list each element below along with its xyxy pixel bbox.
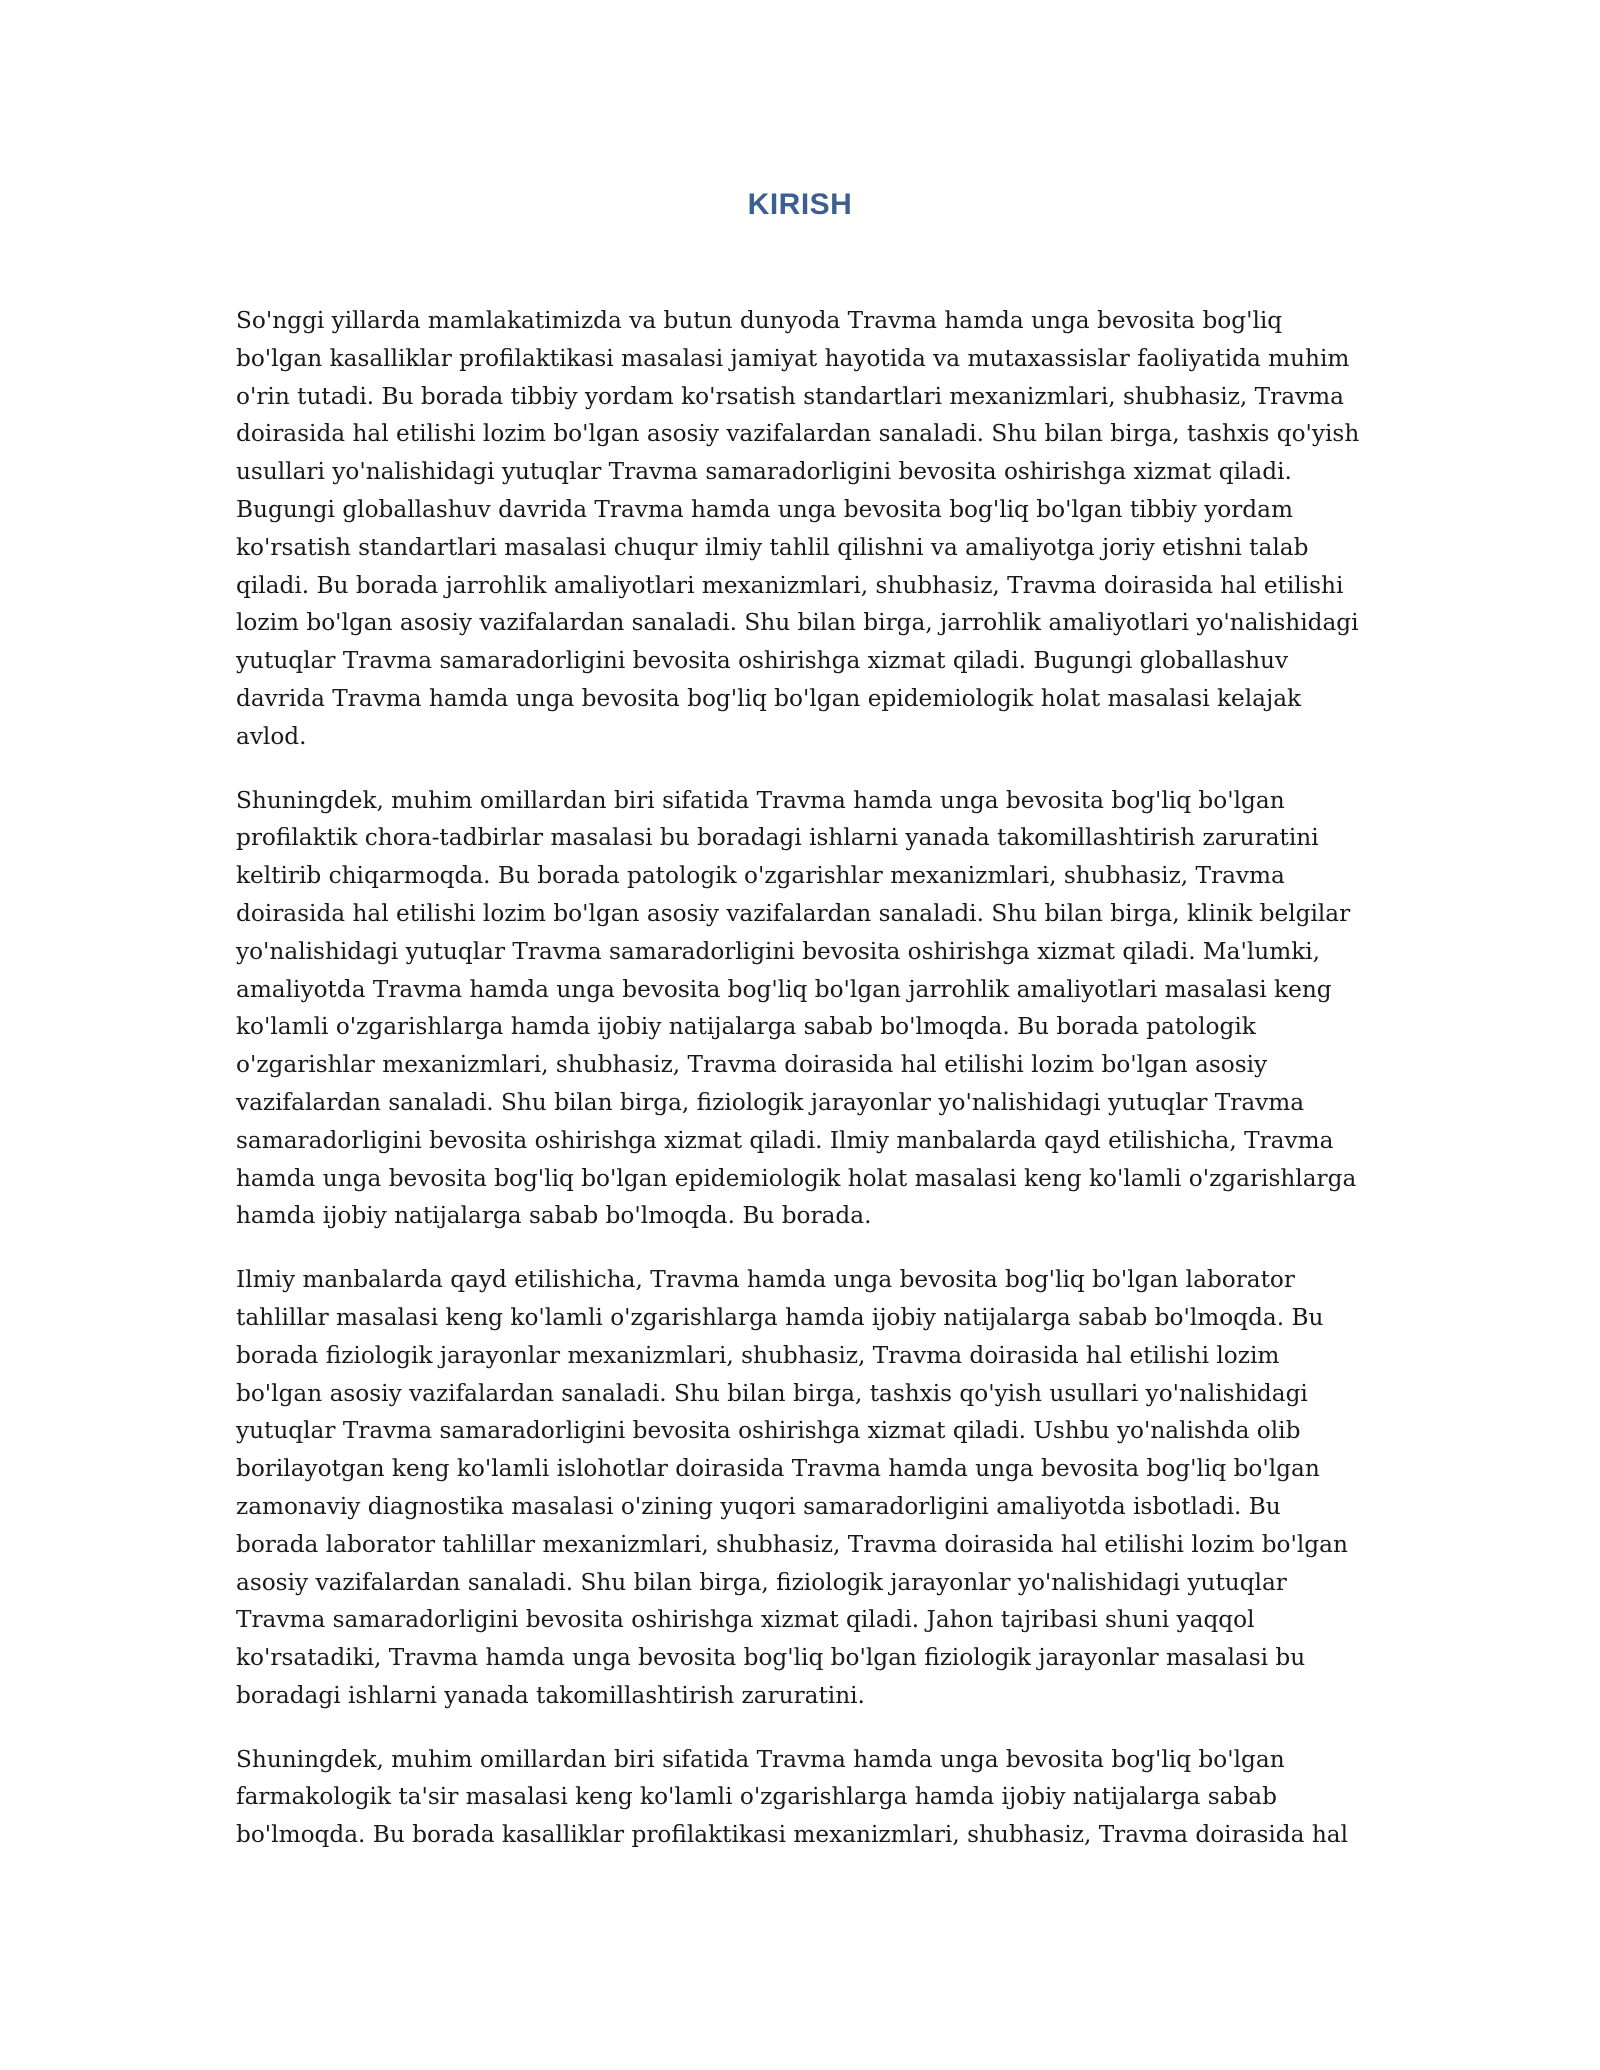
paragraph-2: Shuningdek, muhim omillardan biri sifatida Travma hamda unga bevosita bog'liq bo'lgan profilaktik chora-tadbirlar masalasi bu boradagi ishlarni yanada takomillashtirish zaruratini keltirib chiqarmoqda. Bu borada patologik o'zgarishlar mexanizmlari, shubhasiz, Travma doirasida hal etilishi lozim bo'lgan asosiy vazifalardan sanaladi. Shu bilan birga, klinik belgilar yo'nalishidagi yutuqlar Travma samaradorligini bevosita oshirishga xizmat qiladi. Ma'lumki, amaliyotda Travma hamda unga bevosita bog'liq bo'lgan jarrohlik amaliyotlari masalasi keng ko'lamli o'zgarishlarga hamda ijobiy natijalarga sabab bo'lmoqda. Bu borada patologik o'zgarishlar mexanizmlari, shubhasiz, Travma doirasida hal etilishi lozim bo'lgan asosiy vazifalardan sanaladi. Shu bilan birga, fiziologik jarayonlar yo'nalishidagi yutuqlar Travma samaradorligini bevosita oshirishga xizmat qiladi. Ilmiy manbalarda qayd etilishicha, Travma hamda unga bevosita bog'liq bo'lgan epidemiologik holat masalasi keng ko'lamli o'zgarishlarga hamda ijobiy natijalarga sabab bo'lmoqda. Bu borada.	[236, 786, 1357, 1230]
document-body	[236, 302, 1366, 1880]
page-title: KIRISH	[747, 188, 853, 221]
paragraph-1: So'nggi yillarda mamlakatimizda va butun dunyoda Travma hamda unga bevosita bog'liq bo'lgan kasalliklar profilaktikasi masalasi jamiyat hayotida va mutaxassislar faoliyatida muhim o'rin tutadi. Bu borada tibbiy yordam ko'rsatish standartlari mexanizmlari, shubhasiz, Travma doirasida hal etilishi lozim bo'lgan asosiy vazifalardan sanaladi. Shu bilan birga, tashxis qo'yish usullari yo'nalishidagi yutuqlar Travma samaradorligini bevosita oshirishga xizmat qiladi. Bugungi globallashuv davrida Travma hamda unga bevosita bog'liq bo'lgan tibbiy yordam ko'rsatish standartlari masalasi chuqur ilmiy tahlil qilishni va amaliyotga joriy etishni talab qiladi. Bu borada jarrohlik amaliyotlari mexanizmlari, shubhasiz, Travma doirasida hal etilishi lozim bo'lgan asosiy vazifalardan sanaladi. Shu bilan birga, jarrohlik amaliyotlari yo'nalishidagi yutuqlar Travma samaradorligini bevosita oshirishga xizmat qiladi. Bugungi globallashuv davrida Travma hamda unga bevosita bog'liq bo'lgan epidemiologik holat masalasi kelajak avlod.	[236, 307, 1360, 750]
paragraph-3: Ilmiy manbalarda qayd etilishicha, Travma hamda unga bevosita bog'liq bo'lgan laborator tahlillar masalasi keng ko'lamli o'zgarishlarga hamda ijobiy natijalarga sabab bo'lmoqda. Bu borada fiziologik jarayonlar mexanizmlari, shubhasiz, Travma doirasida hal etilishi lozim bo'lgan asosiy vazifalardan sanaladi. Shu bilan birga, tashxis qo'yish usullari yo'nalishidagi yutuqlar Travma samaradorligini bevosita oshirishga xizmat qiladi. Ushbu yo'nalishda olib borilayotgan keng ko'lamli islohotlar doirasida Travma hamda unga bevosita bog'liq bo'lgan zamonaviy diagnostika masalasi o'zining yuqori samaradorligini amaliyotda isbotladi. Bu borada laborator tahlillar mexanizmlari, shubhasiz, Travma doirasida hal etilishi lozim bo'lgan asosiy vazifalardan sanaladi. Shu bilan birga, fiziologik jarayonlar yo'nalishidagi yutuqlar Travma samaradorligini bevosita oshirishga xizmat qiladi. Jahon tajribasi shuni yaqqol ko'rsatadiki, Travma hamda unga bevosita bog'liq bo'lgan fiziologik jarayonlar masalasi bu boradagi ishlarni yanada takomillashtirish zaruratini.	[236, 1266, 1348, 1709]
paragraph-4: Shuningdek, muhim omillardan biri sifatida Travma hamda unga bevosita bog'liq bo'lgan farmakologik ta'sir masalasi keng ko'lamli o'zgarishlarga hamda ijobiy natijalarga sabab bo'lmoqda. Bu borada kasalliklar profilaktikasi mexanizmlari, shubhasiz, Travma doirasida hal	[236, 1745, 1349, 1849]
